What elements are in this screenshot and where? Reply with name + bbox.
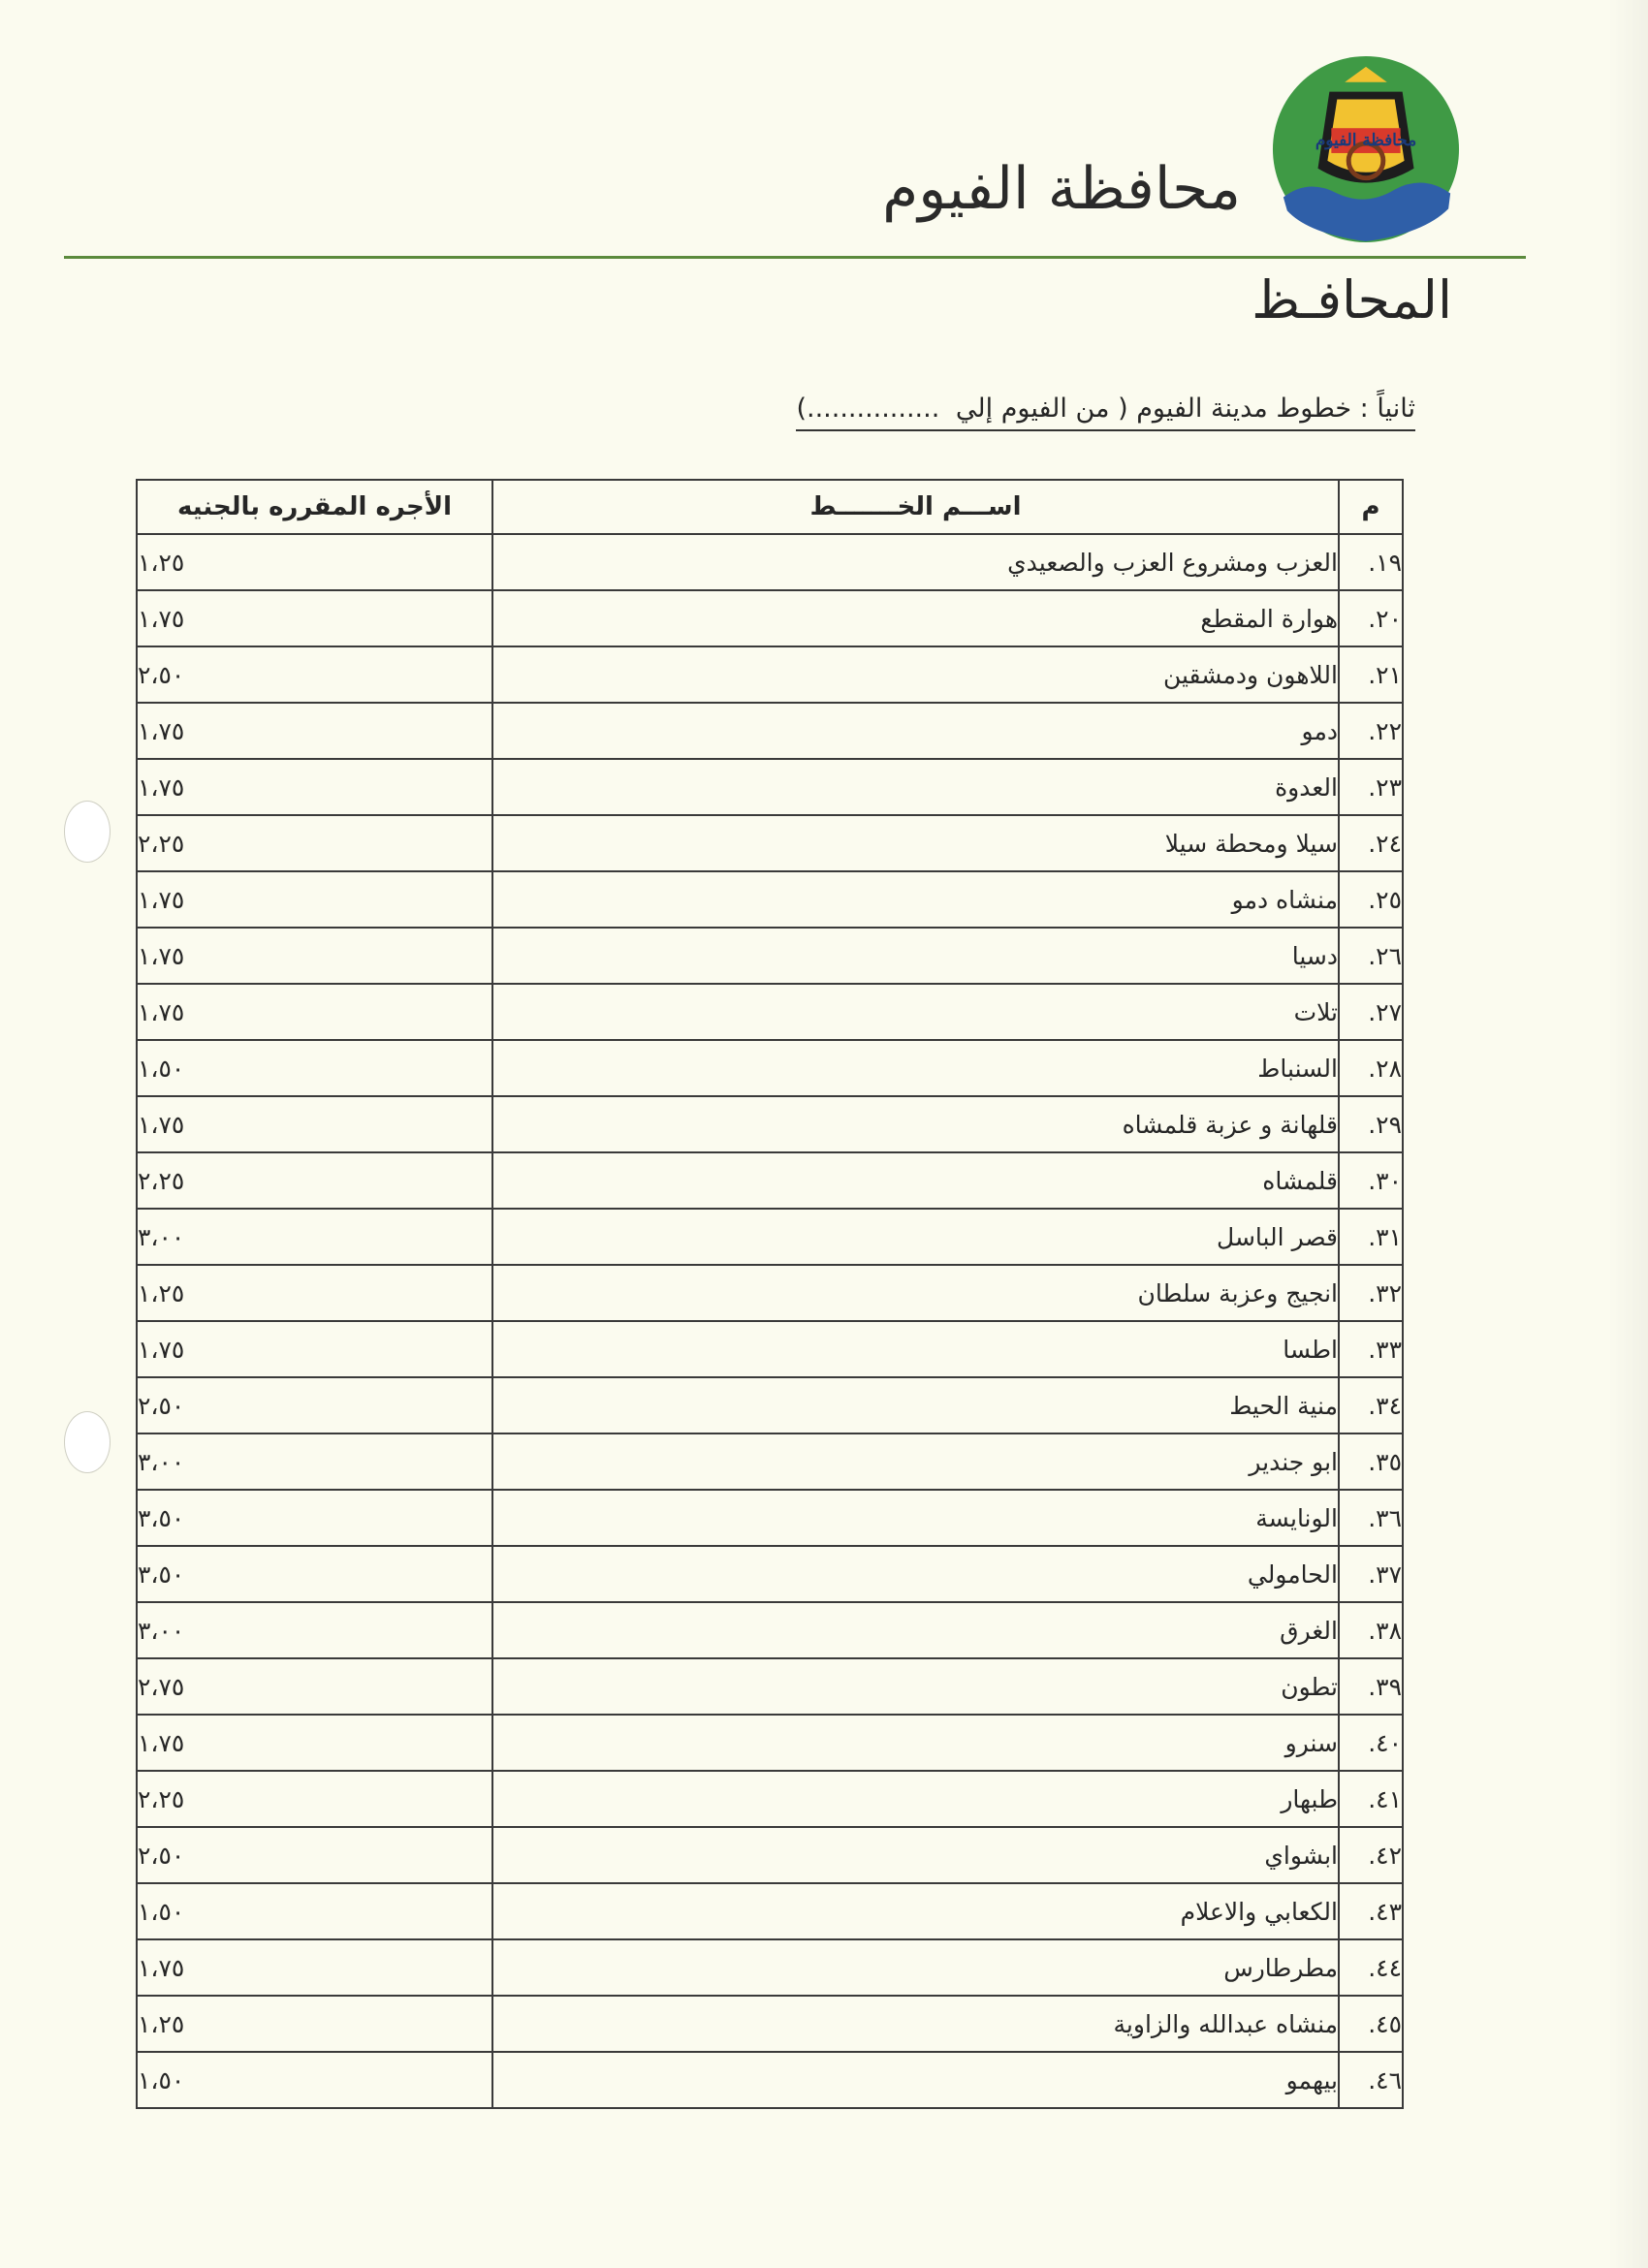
row-line-name: الغرق [492, 1602, 1339, 1658]
row-num: ٢٥. [1339, 871, 1403, 928]
row-line-name: قصر الباسل [492, 1209, 1339, 1265]
row-num: ٣٦. [1339, 1490, 1403, 1546]
row-num: ٤١. [1339, 1771, 1403, 1827]
row-line-name: اللاهون ودمشقين [492, 646, 1339, 703]
row-fare: ١،٧٥ [137, 590, 492, 646]
header-fare: الأجره المقرره بالجنيه [137, 480, 492, 534]
row-fare: ٢،٥٠ [137, 646, 492, 703]
section-title [796, 394, 1415, 431]
row-line-name: الكعابي والاعلام [492, 1883, 1339, 1939]
row-fare: ١،٧٥ [137, 984, 492, 1040]
fare-table [136, 479, 1404, 2109]
row-fare: ٢،٧٥ [137, 1658, 492, 1715]
punch-hole-bottom [64, 1411, 111, 1473]
row-line-name: انجيج وعزبة سلطان [492, 1265, 1339, 1321]
table-row [137, 1209, 1403, 1265]
office-title: المحافـظ [1252, 269, 1452, 331]
table-row [137, 1321, 1403, 1377]
row-num: ٢٣. [1339, 759, 1403, 815]
row-fare: ٢،٥٠ [137, 1827, 492, 1883]
punch-hole-top [64, 801, 111, 863]
row-fare: ١،٥٠ [137, 1883, 492, 1939]
row-num: ٢٧. [1339, 984, 1403, 1040]
table-row [137, 1658, 1403, 1715]
row-line-name: السنباط [492, 1040, 1339, 1096]
row-line-name: دسيا [492, 928, 1339, 984]
row-num: ٣٠. [1339, 1152, 1403, 1209]
page-edge-shadow [1609, 0, 1648, 2268]
table-row [137, 1490, 1403, 1546]
row-num: ٣٩. [1339, 1658, 1403, 1715]
row-fare: ٣،٠٠ [137, 1209, 492, 1265]
row-fare: ١،٧٥ [137, 871, 492, 928]
table-row [137, 1096, 1403, 1152]
row-num: ٣٤. [1339, 1377, 1403, 1433]
row-num: ٤٥. [1339, 1996, 1403, 2052]
row-num: ٢٦. [1339, 928, 1403, 984]
table-row [137, 1546, 1403, 1602]
row-line-name: العزب ومشروع العزب والصعيدي [492, 534, 1339, 590]
row-fare: ٢،٢٥ [137, 1152, 492, 1209]
table-row [137, 1433, 1403, 1490]
row-num: ٢٨. [1339, 1040, 1403, 1096]
table-row [137, 1265, 1403, 1321]
row-fare: ٣،٥٠ [137, 1490, 492, 1546]
row-fare: ١،٧٥ [137, 1096, 492, 1152]
row-fare: ١،٢٥ [137, 534, 492, 590]
row-num: ٤٦. [1339, 2052, 1403, 2108]
table-row [137, 1883, 1403, 1939]
row-line-name: سنرو [492, 1715, 1339, 1771]
row-fare: ٢،٢٥ [137, 1771, 492, 1827]
row-line-name: منية الحيط [492, 1377, 1339, 1433]
row-line-name: بيهمو [492, 2052, 1339, 2108]
row-num: ٢٩. [1339, 1096, 1403, 1152]
table-row [137, 815, 1403, 871]
header-line-name: اســـم الخـــــــط [492, 480, 1339, 534]
row-fare: ١،٧٥ [137, 703, 492, 759]
row-fare: ٣،٥٠ [137, 1546, 492, 1602]
row-num: ٤٣. [1339, 1883, 1403, 1939]
row-num: ٣١. [1339, 1209, 1403, 1265]
row-fare: ١،٥٠ [137, 1040, 492, 1096]
row-line-name: اطسا [492, 1321, 1339, 1377]
row-fare: ١،٢٥ [137, 1265, 492, 1321]
row-fare: ١،٧٥ [137, 1321, 492, 1377]
table-row [137, 871, 1403, 928]
row-line-name: العدوة [492, 759, 1339, 815]
logo-text: محافظة الفيوم [1315, 130, 1417, 150]
row-fare: ٢،٥٠ [137, 1377, 492, 1433]
row-line-name: قلهانة و عزبة قلمشاه [492, 1096, 1339, 1152]
table-row [137, 1939, 1403, 1996]
row-num: ٣٢. [1339, 1265, 1403, 1321]
row-num: ٢١. [1339, 646, 1403, 703]
row-fare: ١،٧٥ [137, 759, 492, 815]
table-row [137, 2052, 1403, 2108]
row-line-name: دمو [492, 703, 1339, 759]
row-num: ٣٧. [1339, 1546, 1403, 1602]
row-num: ٤٠. [1339, 1715, 1403, 1771]
row-line-name: الونايسة [492, 1490, 1339, 1546]
row-line-name: تطون [492, 1658, 1339, 1715]
table-row [137, 1602, 1403, 1658]
row-fare: ١،٧٥ [137, 1939, 492, 1996]
table-row [137, 1152, 1403, 1209]
row-num: ٣٣. [1339, 1321, 1403, 1377]
table-row [137, 1715, 1403, 1771]
governorate-title: محافظة الفيوم [882, 155, 1241, 223]
table-row [137, 1771, 1403, 1827]
row-num: ٤٤. [1339, 1939, 1403, 1996]
row-fare: ١،٢٥ [137, 1996, 492, 2052]
fayoum-emblem-icon [1270, 53, 1462, 245]
row-fare: ٣،٠٠ [137, 1433, 492, 1490]
row-fare: ٢،٢٥ [137, 815, 492, 871]
section-title-dots: ................) [796, 394, 940, 424]
row-num: ٢٠. [1339, 590, 1403, 646]
table-row [137, 928, 1403, 984]
row-num: ٣٨. [1339, 1602, 1403, 1658]
row-num: ٣٥. [1339, 1433, 1403, 1490]
row-line-name: ابشواي [492, 1827, 1339, 1883]
table-row [137, 1996, 1403, 2052]
row-line-name: تلات [492, 984, 1339, 1040]
row-fare: ١،٥٠ [137, 2052, 492, 2108]
table-row [137, 1377, 1403, 1433]
row-num: ٢٤. [1339, 815, 1403, 871]
row-line-name: هوارة المقطع [492, 590, 1339, 646]
table-row [137, 534, 1403, 590]
row-line-name: منشاه عبدالله والزاوية [492, 1996, 1339, 2052]
header-divider [64, 256, 1526, 259]
table-header-row [137, 480, 1403, 534]
table-row [137, 1040, 1403, 1096]
row-line-name: ابو جندير [492, 1433, 1339, 1490]
section-title-text: ثانياً : خطوط مدينة الفيوم ( من الفيوم إلي [947, 394, 1415, 424]
row-num: ٢٢. [1339, 703, 1403, 759]
row-num: ١٩. [1339, 534, 1403, 590]
table-row [137, 590, 1403, 646]
row-line-name: سيلا ومحطة سيلا [492, 815, 1339, 871]
row-fare: ٣،٠٠ [137, 1602, 492, 1658]
row-line-name: الحامولي [492, 1546, 1339, 1602]
table-row [137, 1827, 1403, 1883]
fare-table-body [137, 534, 1403, 2108]
row-line-name: منشاه دمو [492, 871, 1339, 928]
row-line-name: مطرطارس [492, 1939, 1339, 1996]
table-row [137, 646, 1403, 703]
row-num: ٤٢. [1339, 1827, 1403, 1883]
table-row [137, 984, 1403, 1040]
row-line-name: قلمشاه [492, 1152, 1339, 1209]
table-row [137, 759, 1403, 815]
row-line-name: طبهار [492, 1771, 1339, 1827]
table-row [137, 703, 1403, 759]
header-num: م [1339, 480, 1403, 534]
row-fare: ١،٧٥ [137, 1715, 492, 1771]
row-fare: ١،٧٥ [137, 928, 492, 984]
